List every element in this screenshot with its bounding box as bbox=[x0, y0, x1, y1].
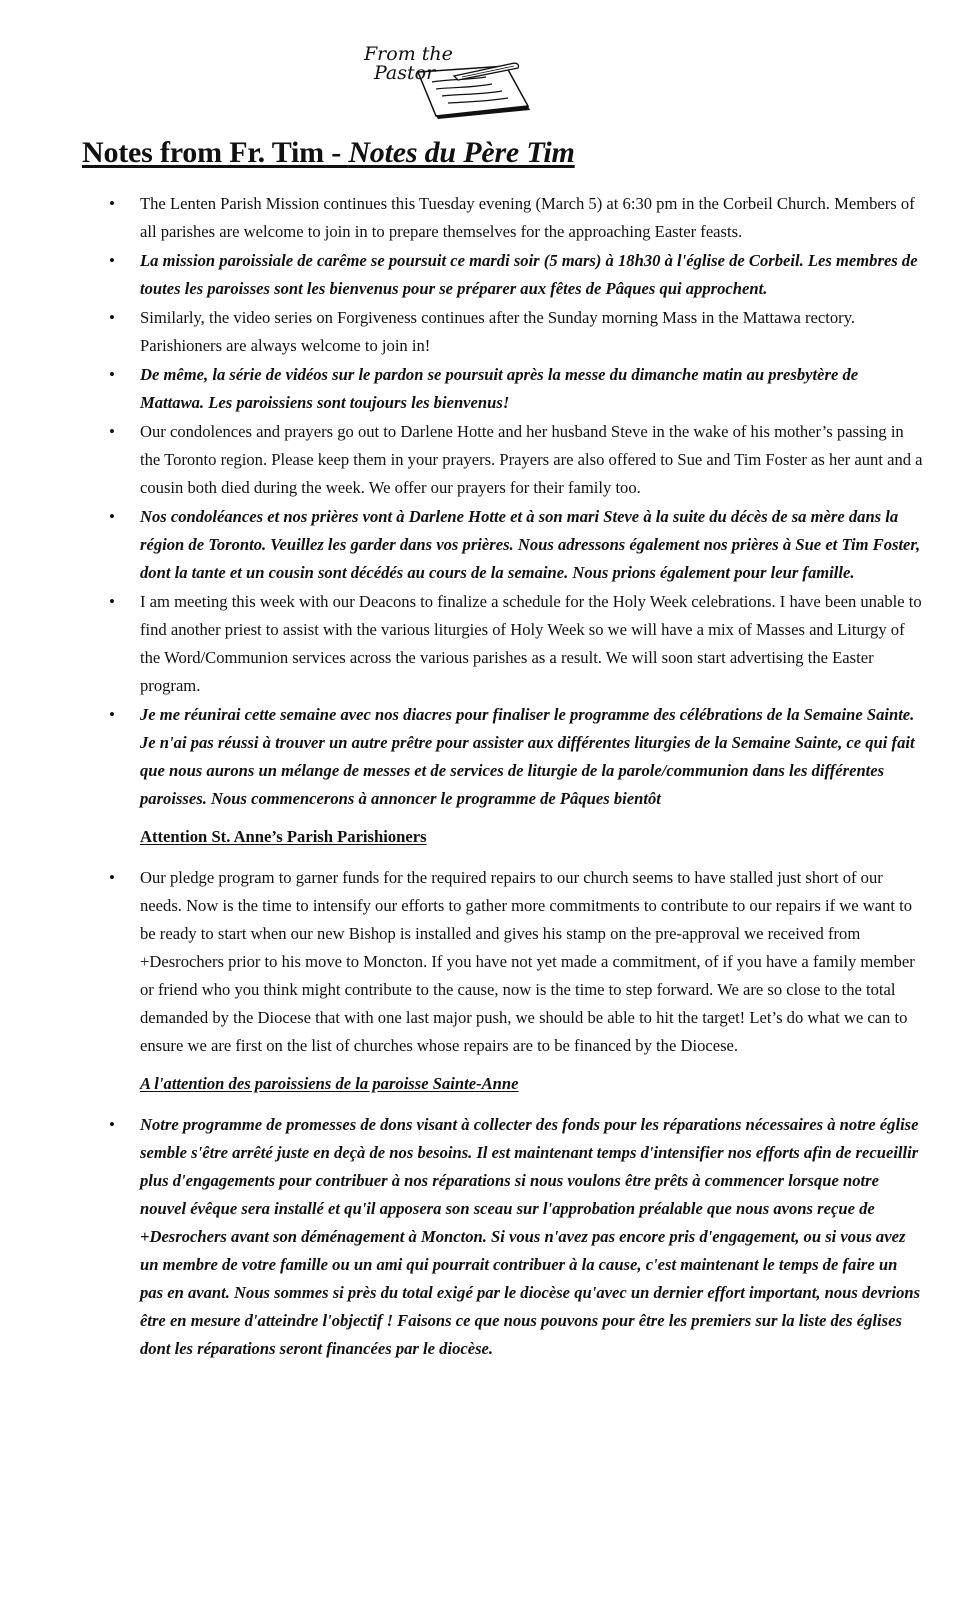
note-item: • De même, la série de vidéos sur le pardon se poursuit après la messe du dimanche matin au presbytère de Mattawa. Les paroissiens sont toujours les bienvenus! bbox=[82, 361, 924, 417]
page-title-en: Notes from Fr. Tim - bbox=[82, 136, 349, 169]
st-anne-list-fr bbox=[82, 1111, 924, 1363]
notes-list bbox=[82, 190, 924, 813]
note-item: • The Lenten Parish Mission continues this Tuesday evening (March 5) at 6:30 pm in the Corbeil Church. Members of all parishes are welcome to join in to prepare themselves for the approaching Easter feasts. bbox=[82, 190, 924, 246]
st-anne-heading-fr: A l'attention des paroissiens de la paroisse Sainte-Anne bbox=[140, 1074, 519, 1093]
page-title bbox=[82, 136, 575, 170]
page-title-fr: Notes du Père Tim bbox=[348, 136, 575, 169]
st-anne-note-en: • Our pledge program to garner funds for the required repairs to our church seems to have stalled just short of our needs. Now is the time to intensify our efforts to gather more commitments to contribute to our repairs if we want to be ready to start when our new Bishop is installed and gives his stamp on the pre-approval we received from +Desrochers prior to his move to Moncton. If you have not yet made a commitment, of if you have a family member or friend who you think might contribute to the cause, now is the time to step forward. We are so close to the total demanded by the Diocese that with one last major push, we should be able to hit the target! Let’s do what we can to ensure we are first on the list of churches whose repairs are to be financed by the Diocese. bbox=[82, 864, 924, 1060]
note-item: • La mission paroissiale de carême se poursuit ce mardi soir (5 mars) à 18h30 à l'église de Corbeil. Les membres de toutes les paroisses sont les bienvenus pour se préparer aux fêtes de Pâques qui approchent. bbox=[82, 247, 924, 303]
from-the-pastor-logo bbox=[358, 42, 536, 120]
note-item: • Similarly, the video series on Forgiveness continues after the Sunday morning Mass in the Mattawa rectory. Parishioners are always welcome to join in! bbox=[82, 304, 924, 360]
note-item: • Je me réunirai cette semaine avec nos diacres pour finaliser le programme des célébrations de la Semaine Sainte. Je n'ai pas réussi à trouver un autre prêtre pour assister aux différentes liturgies de la Semaine Sainte, ce qui fait que nous aurons un mélange de messes et de services de liturgie de la parole/communion dans les différentes paroisses. Nous commencerons à annoncer le programme de Pâques bientôt bbox=[82, 701, 924, 813]
st-anne-note-fr: • Notre programme de promesses de dons visant à collecter des fonds pour les réparations nécessaires à notre église semble s'être arrêté juste en deçà de nos besoins. Il est maintenant temps d'intensifier nos efforts afin de recueillir plus d'engagements pour contribuer à nos réparations si nous voulons être prêts à commencer lorsque notre nouvel évêque sera installé et qu'il apposera son sceau sur l'approbation préalable que nous avons reçue de +Desrochers avant son déménagement à Moncton. Si vous n'avez pas encore pris d'engagement, ou si vous avez un membre de votre famille ou un ami qui pourrait contribuer à la cause, c'est maintenant le temps de faire un pas en avant. Nous sommes si près du total exigé par le diocèse qu'avec un dernier effort important, nous devrions être en mesure d'atteindre l'objectif ! Faisons ce que nous pouvons pour être les premiers sur la liste des églises dont les réparations seront financées par le diocèse. bbox=[82, 1111, 924, 1363]
note-item: • Nos condoléances et nos prières vont à Darlene Hotte et à son mari Steve à la suite du décès de sa mère dans la région de Toronto. Veuillez les garder dans vos prières. Nous adressons également nos prières à Sue et Tim Foster, dont la tante et un cousin sont décédés au cours de la semaine. Nous prions également pour leur famille. bbox=[82, 503, 924, 587]
notes-content bbox=[82, 190, 924, 1364]
note-item: • Our condolences and prayers go out to Darlene Hotte and her husband Steve in the wake of his mother’s passing in the Toronto region. Please keep them in your prayers. Prayers are also offered to Sue and Tim Foster as her aunt and a cousin both died during the week. We offer our prayers for their family too. bbox=[82, 418, 924, 502]
logo-text-from-the: From the bbox=[364, 43, 453, 65]
st-anne-list-en bbox=[82, 864, 924, 1060]
logo-text-pastor: Pastor bbox=[374, 62, 436, 84]
note-item: • I am meeting this week with our Deacons to finalize a schedule for the Holy Week celebrations. I have been unable to find another priest to assist with the various liturgies of Holy Week so we will have a mix of Masses and Liturgy of the Word/Communion services across the various parishes as a result. We will soon start advertising the Easter program. bbox=[82, 588, 924, 700]
st-anne-heading-en: Attention St. Anne’s Parish Parishioners bbox=[140, 827, 427, 846]
